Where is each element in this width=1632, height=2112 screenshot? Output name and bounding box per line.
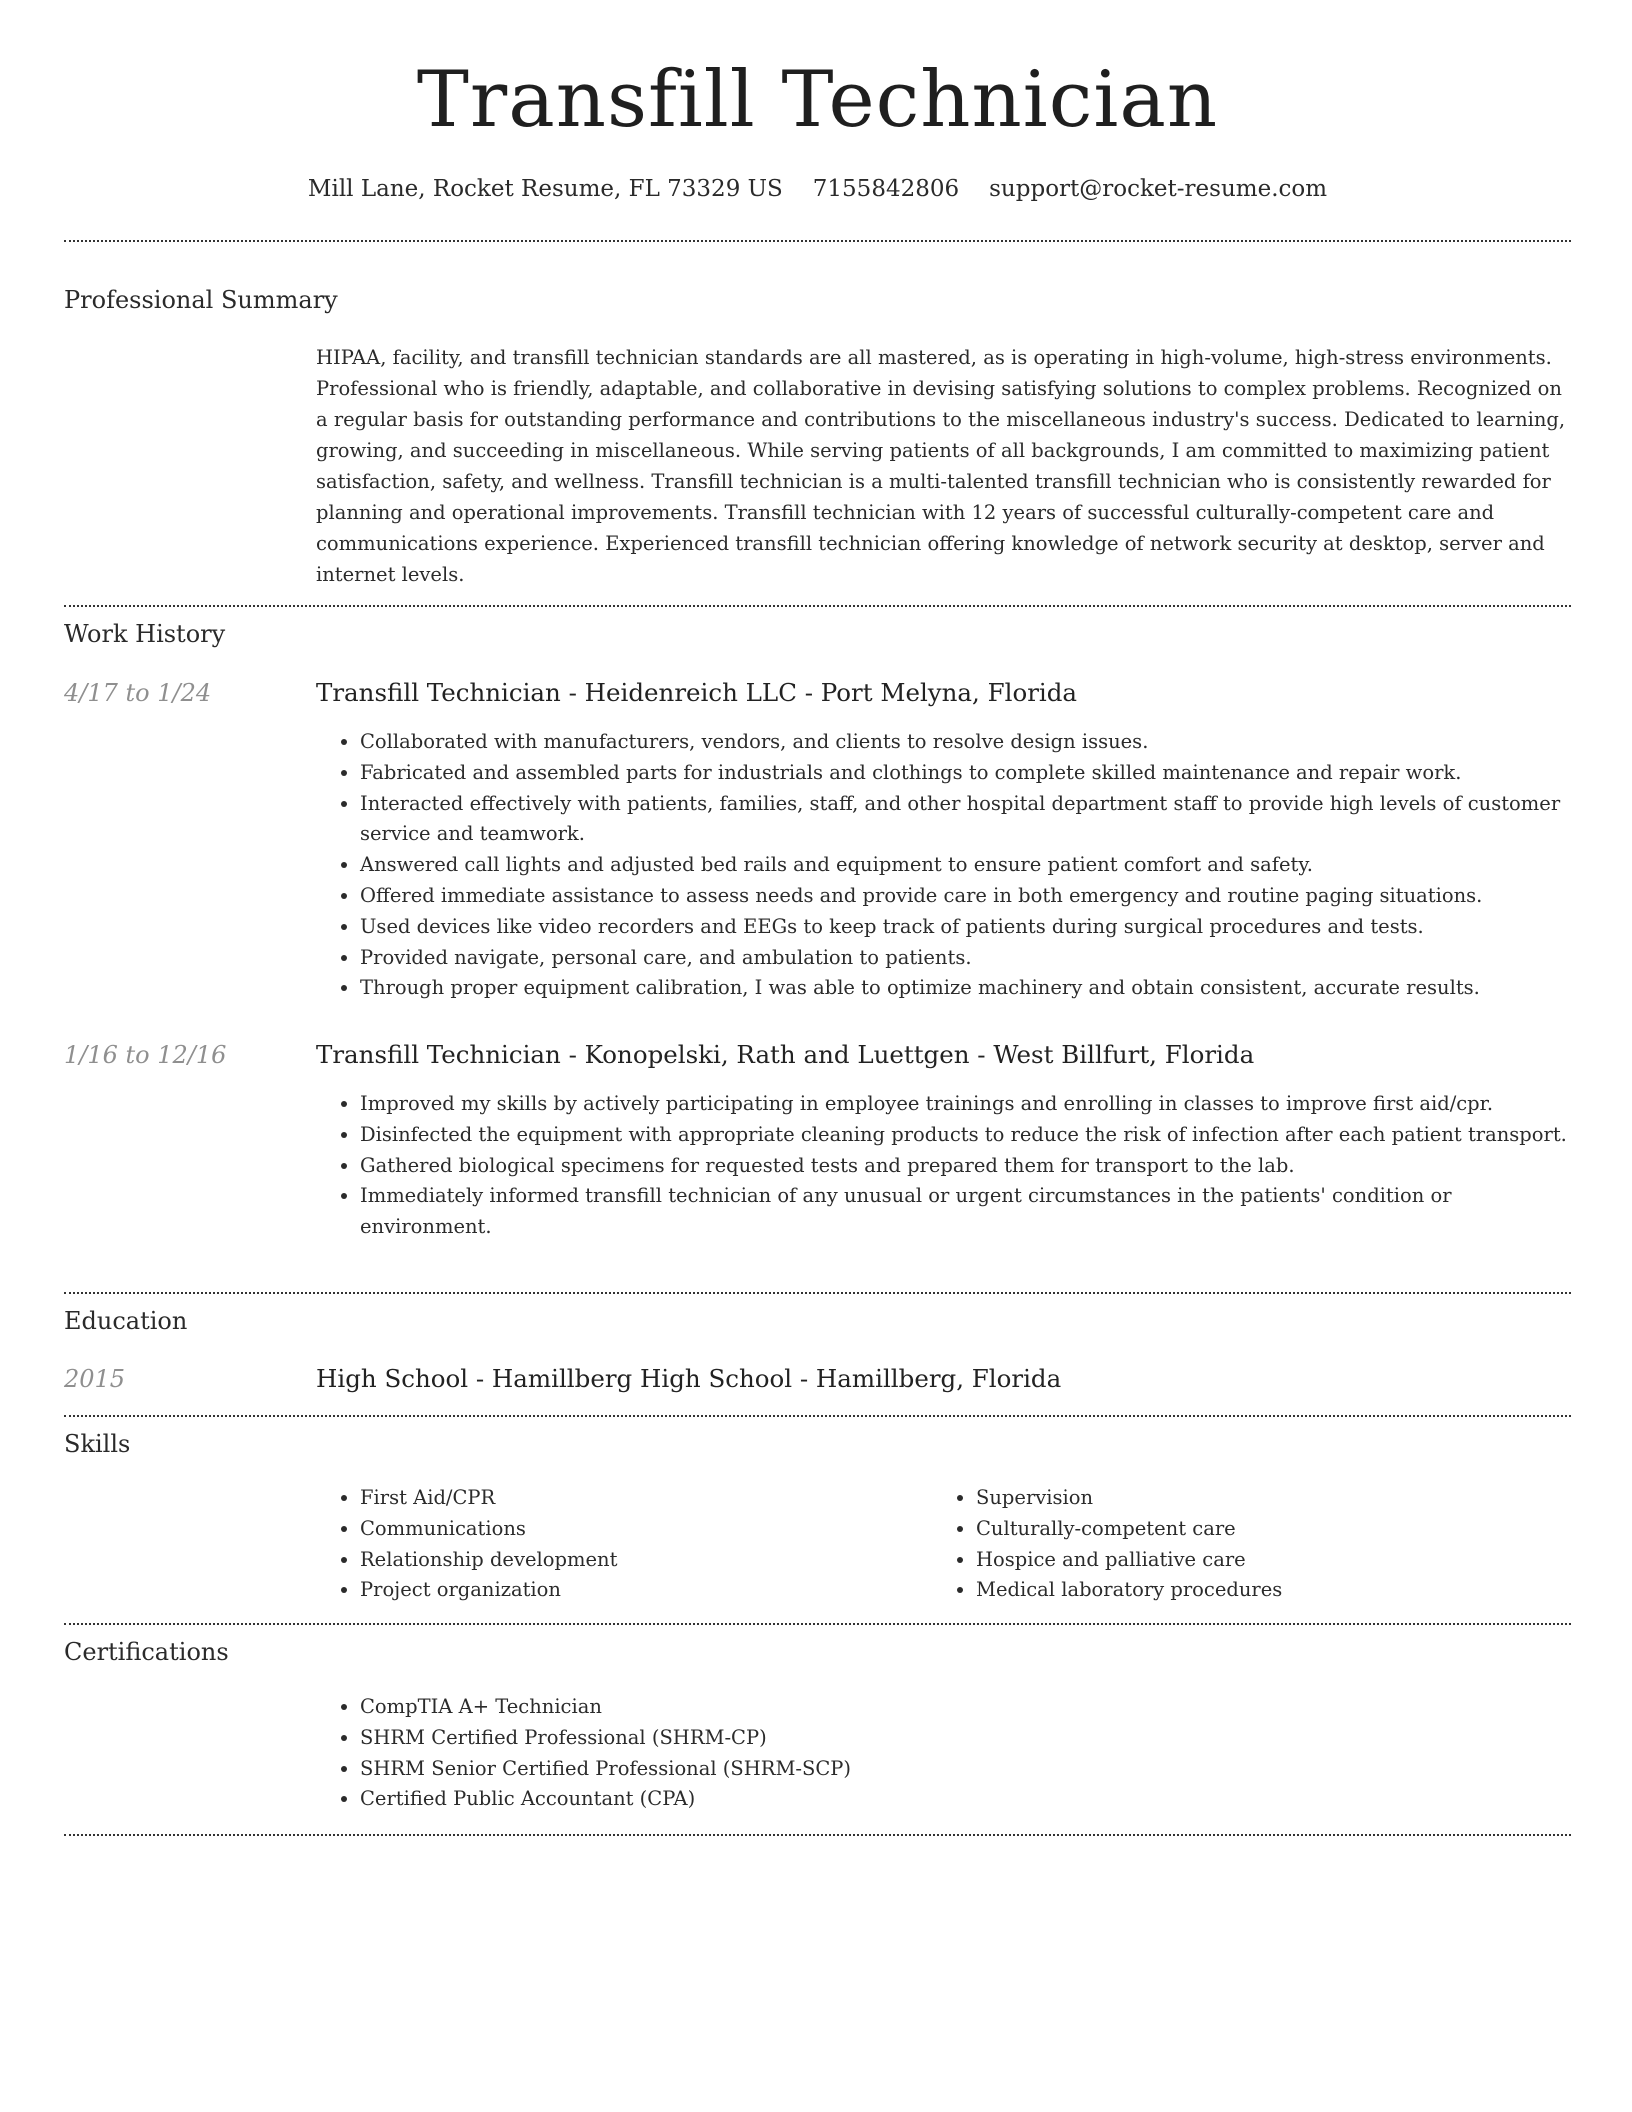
list-item: • Disinfected the equipment with appropriate cleaning products to reduce the risk of infection after each patient transport.	[360, 1120, 1571, 1151]
list-item: • Interacted effectively with patients, families, staff, and other hospital department staff to provide high levels of customer service and teamwork.	[360, 789, 1571, 851]
list-item: • Culturally-competent care	[976, 1514, 1282, 1545]
job-heading: Transfill Technician - Heidenreich LLC - Port Melyna, Florida	[316, 678, 1078, 707]
job-heading: Transfill Technician - Konopelski, Rath and Luettgen - West Billfurt, Florida	[316, 1040, 1255, 1069]
certifications-heading: Certifications	[64, 1638, 229, 1666]
list-item: • Communications	[360, 1514, 617, 1545]
list-item: • SHRM Senior Certified Professional (SHRM-SCP)	[360, 1754, 851, 1785]
section-divider	[64, 1415, 1571, 1417]
list-item: • Provided navigate, personal care, and ambulation to patients.	[360, 943, 1571, 974]
candidate-name: Transfill Technician	[416, 55, 1219, 145]
skills-heading: Skills	[64, 1430, 131, 1458]
contact-email: support@rocket-resume.com	[989, 176, 1328, 202]
section-divider	[64, 1623, 1571, 1625]
list-item: • CompTIA A+ Technician	[360, 1692, 851, 1723]
list-item: • Immediately informed transfill technician of any unusual or urgent circumstances in the patients' condition or environment.	[360, 1181, 1571, 1243]
list-item: • First Aid/CPR	[360, 1483, 617, 1514]
list-item: • Relationship development	[360, 1545, 617, 1576]
skills-list-left	[316, 1483, 617, 1606]
job-bullet-list	[316, 1089, 1571, 1243]
list-item: • Hospice and palliative care	[976, 1545, 1282, 1576]
list-item: • SHRM Certified Professional (SHRM-CP)	[360, 1723, 851, 1754]
contact-address: Mill Lane, Rocket Resume, FL 73329 US	[307, 176, 783, 202]
education-year: 2015	[64, 1365, 126, 1393]
section-divider	[64, 1292, 1571, 1294]
list-item: • Supervision	[976, 1483, 1282, 1514]
list-item: • Through proper equipment calibration, I was able to optimize machinery and obtain consistent, accurate results.	[360, 973, 1571, 1004]
job-dates: 4/17 to 1/24	[64, 679, 212, 707]
list-item: • Answered call lights and adjusted bed rails and equipment to ensure patient comfort and safety.	[360, 850, 1571, 881]
contact-line	[64, 172, 1571, 206]
list-item: • Medical laboratory procedures	[976, 1575, 1282, 1606]
education-entry: High School - Hamillberg High School - Hamillberg, Florida	[316, 1364, 1062, 1393]
education-heading: Education	[64, 1307, 188, 1335]
list-item: • Gathered biological specimens for requested tests and prepared them for transport to the lab.	[360, 1151, 1571, 1182]
list-item: • Offered immediate assistance to assess needs and provide care in both emergency and routine paging situations.	[360, 881, 1571, 912]
list-item: • Project organization	[360, 1575, 617, 1606]
list-item: • Certified Public Accountant (CPA)	[360, 1784, 851, 1815]
skills-list-right	[932, 1483, 1282, 1606]
section-divider	[64, 605, 1571, 607]
summary-text: HIPAA, facility, and transfill technician standards are all mastered, as is operating in high-volume, high-stress environments. Professional who is friendly, adaptable, and collaborative in devising satisfying solutions to complex problems. Recognized on a regular basis for outstanding performance and contributions to the miscellaneous industry's success. Dedicated to learning, growing, and succeeding in miscellaneous. While serving patients of all backgrounds, I am committed to maximizing patient satisfaction, safety, and wellness. Transfill technician is a multi-talented transfill technician who is consistently rewarded for planning and operational improvements. Transfill technician with 12 years of successful culturally-competent care and communications experience. Experienced transfill technician offering knowledge of network security at desktop, server and internet levels.	[316, 346, 1566, 586]
contact-phone: 7155842806	[812, 176, 960, 202]
summary-heading: Professional Summary	[64, 286, 338, 314]
work-history-heading: Work History	[64, 620, 226, 648]
list-item: • Improved my skills by actively participating in employee trainings and enrolling in classes to improve first aid/cpr.	[360, 1089, 1571, 1120]
section-divider	[64, 240, 1571, 242]
certifications-list	[316, 1692, 851, 1815]
list-item: • Collaborated with manufacturers, vendors, and clients to resolve design issues.	[360, 727, 1571, 758]
list-item: • Fabricated and assembled parts for industrials and clothings to complete skilled maintenance and repair work.	[360, 758, 1571, 789]
job-bullet-list	[316, 727, 1571, 1004]
section-divider	[64, 1834, 1571, 1836]
job-dates: 1/16 to 12/16	[64, 1041, 227, 1069]
list-item: • Used devices like video recorders and EEGs to keep track of patients during surgical procedures and tests.	[360, 912, 1571, 943]
